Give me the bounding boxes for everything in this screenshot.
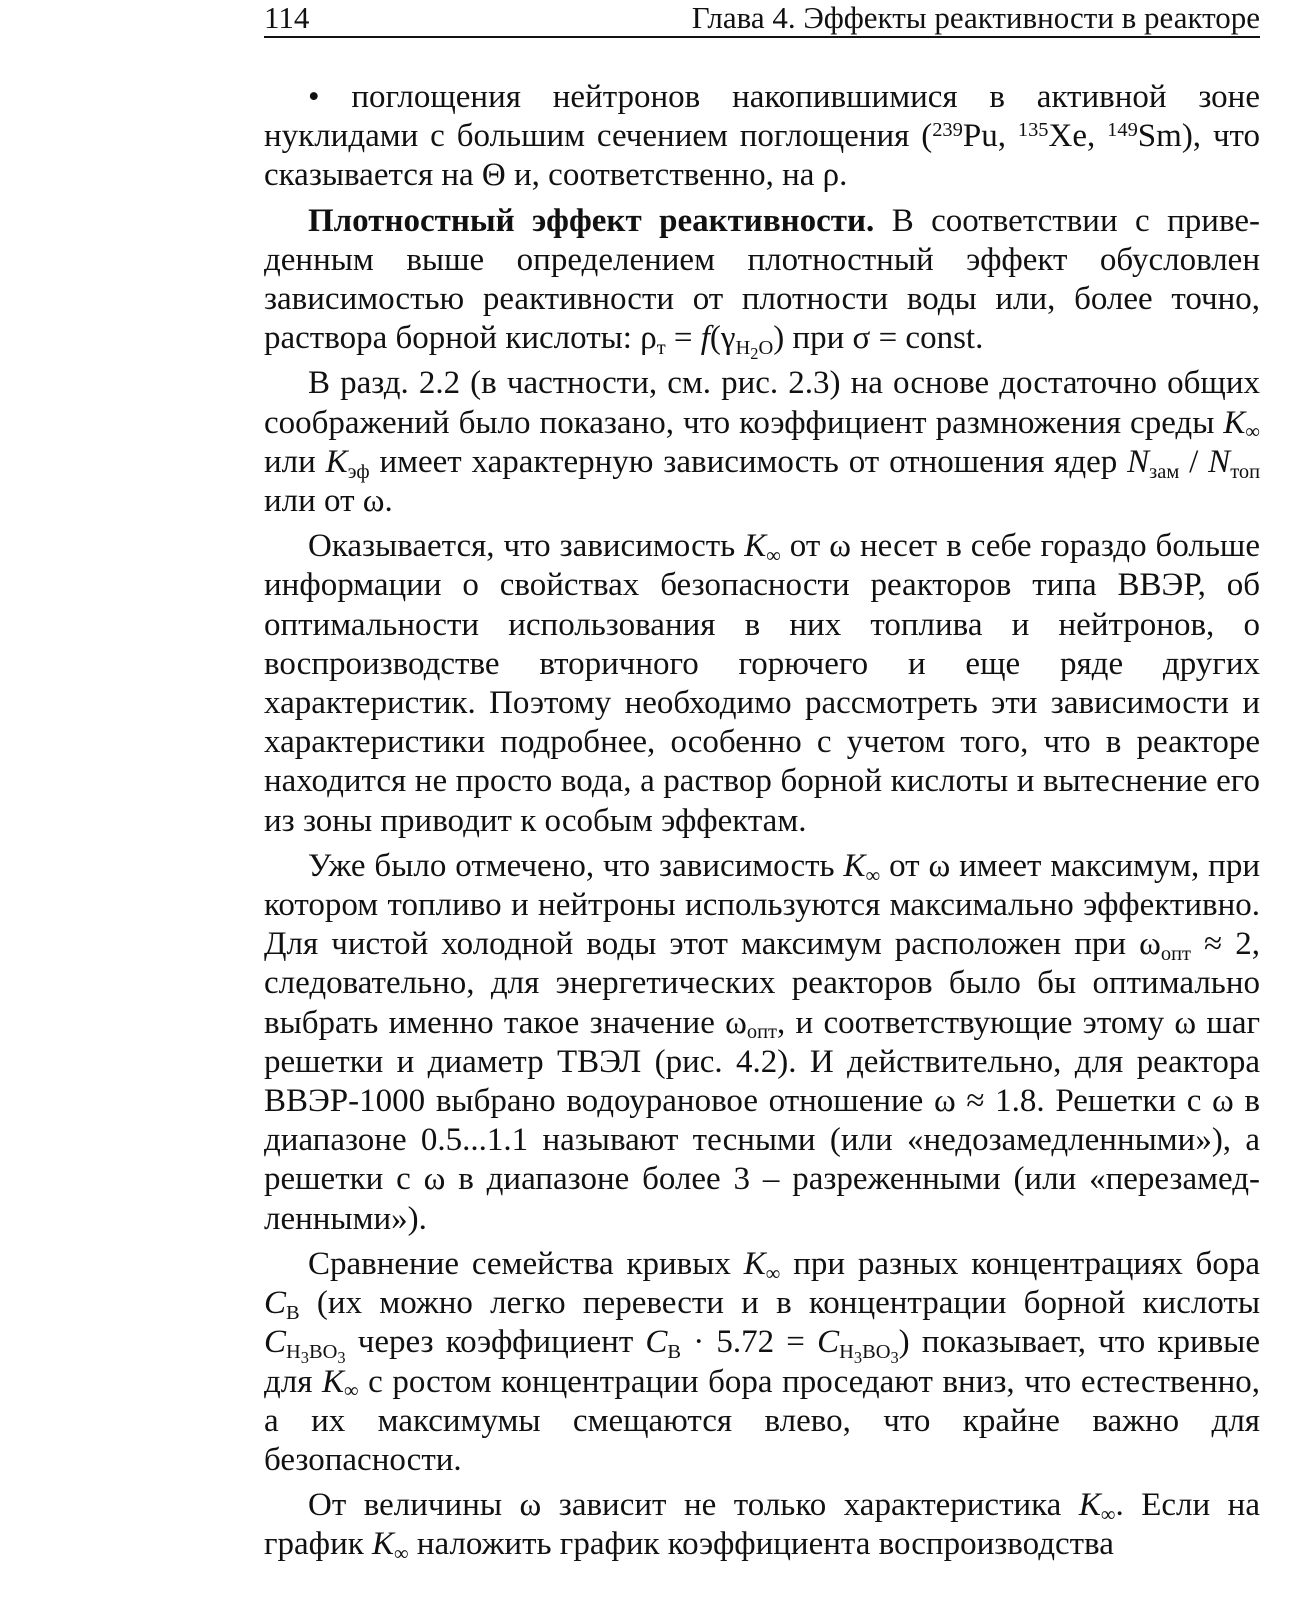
paragraph-reproduction-coefficient: От величины ω зависит не только характеристика $K_\infty$. Если на график $K_\infty$ наложить график коэффициента воспроизводства xyxy=(264,1487,1260,1566)
book-page xyxy=(264,0,1260,1571)
paragraph-boron-curves: Сравнение семейства кривых $K_\infty$ при разных концентрациях бора $C_B$ (их можно легко перевести и в концентрации борной кислоты $C_{H_3BO_3}$ через коэффициент $C_B \cdot 5.72 = C_{H_3BO_3}$) показывает, что кривые для $K_\infty$ с ростом концентрации бора проседают вниз, что естественно, а их максимумы смещаются влево, что крайне важно для безопасности. xyxy=(264,1245,1261,1478)
body-text xyxy=(264,78,1260,1565)
paragraph-optimum-omega: Уже было отмечено, что зависимость $K_\infty$ от ω имеет максимум, при котором топливо и нейтроны используются максимально эффективно. Для чистой холодной воды этот максимум расположен при $\omega_{опт} \approx 2$, следовательно, для энергетических реакторов было бы оптимально выбрать именно такое значение $\omega_{опт}$, и соответствующие этому ω шаг решетки и диаметр ТВЭЛ (рис. 4.2). И действительно, для реактора ВВЭР-1000 выбрано водоурановое отношение ω ≈ 1.8. Решетки с ω в диапазоне 0.5...1.1 называют тесными (или «недозамедленными»), а решетки с ω в диапазоне более 3 – разреженными (или «перезамедленными»). xyxy=(264,847,1261,1237)
section-heading-inline: Плотностный эффект реактивности. xyxy=(308,202,875,239)
running-head xyxy=(264,0,1260,38)
paragraph-absorption-bullet: • поглощения нейтронов накопившимися в активной зоне нуклидами с большим сечением поглощения ($^{239}$Pu, $^{135}$Xe, $^{149}$Sm), что сказывается на Θ и, соответственно, на ρ. xyxy=(264,79,1261,194)
page-number: 114 xyxy=(264,0,310,35)
paragraph-dependence-information: Оказывается, что зависимость $K_\infty$ от ω несет в себе гораздо больше информации о свойствах безопасности реакторов типа ВВЭР, об оптимальности использования в них топлива и нейтронов, о воспроизводстве вторичного горючего и еще ряде других характеристик. Поэтому необходимо рассмотреть эти зависимости и характеристики подробнее, особенно с учетом того, что в реакторе находится не просто вода, а раствор борной кислоты и вытеснение его из зоны приводит к особым эффектам. xyxy=(264,528,1260,839)
paragraph-section-reference: В разд. 2.2 (в частности, см. рис. 2.3) на основе достаточно общих соображений было показано, что коэффициент размножения среды $K_\infty$ или $K_{эф}$ имеет характерную зависимость от отношения ядер $N_{зам} / N_{топ}$ или от ω. xyxy=(264,365,1261,520)
paragraph-density-effect: Плотностный эффект реактивности. В соответствии с приведенным выше определением плотностный эффект обусловлен зависимостью реактивности от плотности воды или, более точно, раствора борной кислоты: $\rho_т = f(\gamma_{H_2O})$ при σ = const. xyxy=(264,202,1260,363)
chapter-title: Глава 4. Эффекты реактивности в реакторе xyxy=(691,0,1260,35)
